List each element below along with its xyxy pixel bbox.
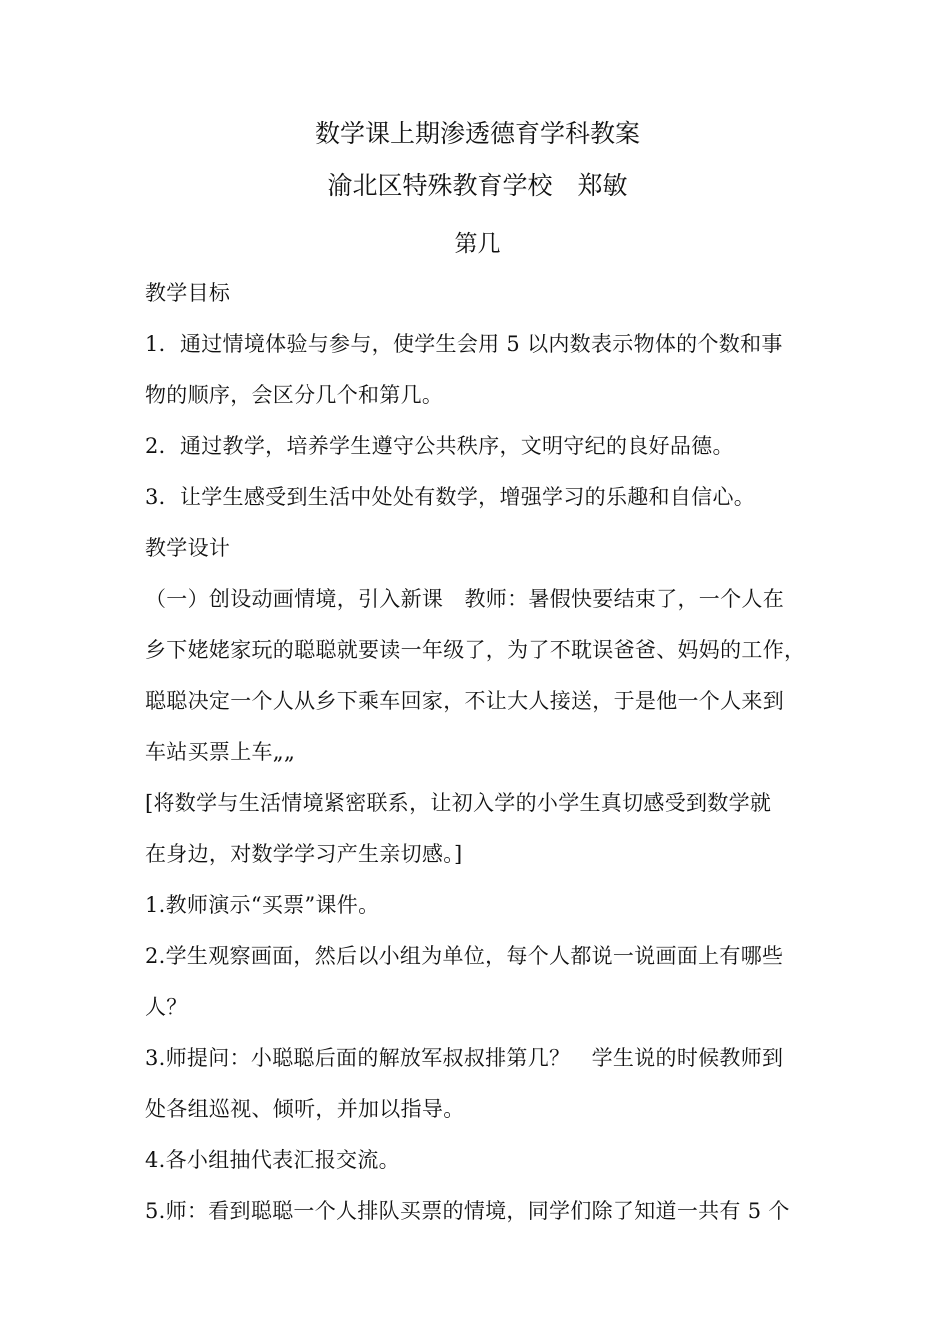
paragraph-line: 2．通过教学，培养学生遵守公共秩序，文明守纪的良好品德。 (145, 434, 734, 458)
paragraph-line: 5.师：看到聪聪一个人排队买票的情境，同学们除了知道一共有 5 个 (145, 1199, 790, 1223)
paragraph-line: 乡下姥姥家玩的聪聪就要读一年级了，为了不耽误爸爸、妈妈的工作， (145, 638, 806, 662)
paragraph-line: 2.学生观察画面，然后以小组为单位，每个人都说一说画面上有哪些 (145, 944, 784, 968)
paragraph-line: 聪聪决定一个人从乡下乘车回家，不让大人接送，于是他一个人来到 (145, 689, 784, 713)
paragraph-line: 4.各小组抽代表汇报交流。 (145, 1148, 400, 1172)
document-title: 数学课上期渗透德育学科教案 (314, 119, 640, 148)
lesson-title: 第几 (454, 231, 501, 257)
paragraph-line: [将数学与生活情境紧密联系，让初入学的小学生真切感受到数学就 (145, 791, 772, 815)
paragraph-line: 3．让学生感受到生活中处处有数学，增强学习的乐趣和自信心。 (145, 485, 756, 509)
heading-teaching-design: 教学设计 (145, 536, 231, 560)
paragraph-line: 物的顺序，会区分几个和第几。 (145, 383, 444, 407)
paragraph-line: 1．通过情境体验与参与，使学生会用 5 以内数表示物体的个数和事 (145, 332, 783, 356)
paragraph-line: 人？ (145, 995, 188, 1019)
paragraph-line: （一）创设动画情境，引入新课 教师：暑假快要结束了，一个人在 (145, 587, 784, 611)
paragraph-line: 1.教师演示“买票”课件。 (145, 893, 380, 917)
paragraph-line: 车站买票上车„„ (145, 740, 296, 764)
document-body (145, 112, 810, 1237)
heading-teaching-goals: 教学目标 (145, 281, 231, 305)
school-author-line: 渝北区特殊教育学校 郑敏 (327, 171, 628, 200)
paragraph-line: 在身边，对数学学习产生亲切感。] (145, 842, 463, 866)
paragraph-line: 3.师提问：小聪聪后面的解放军叔叔排第几？ 学生说的时候教师到 (145, 1046, 784, 1070)
paragraph-line: 处各组巡视、倾听，并加以指导。 (145, 1097, 465, 1121)
